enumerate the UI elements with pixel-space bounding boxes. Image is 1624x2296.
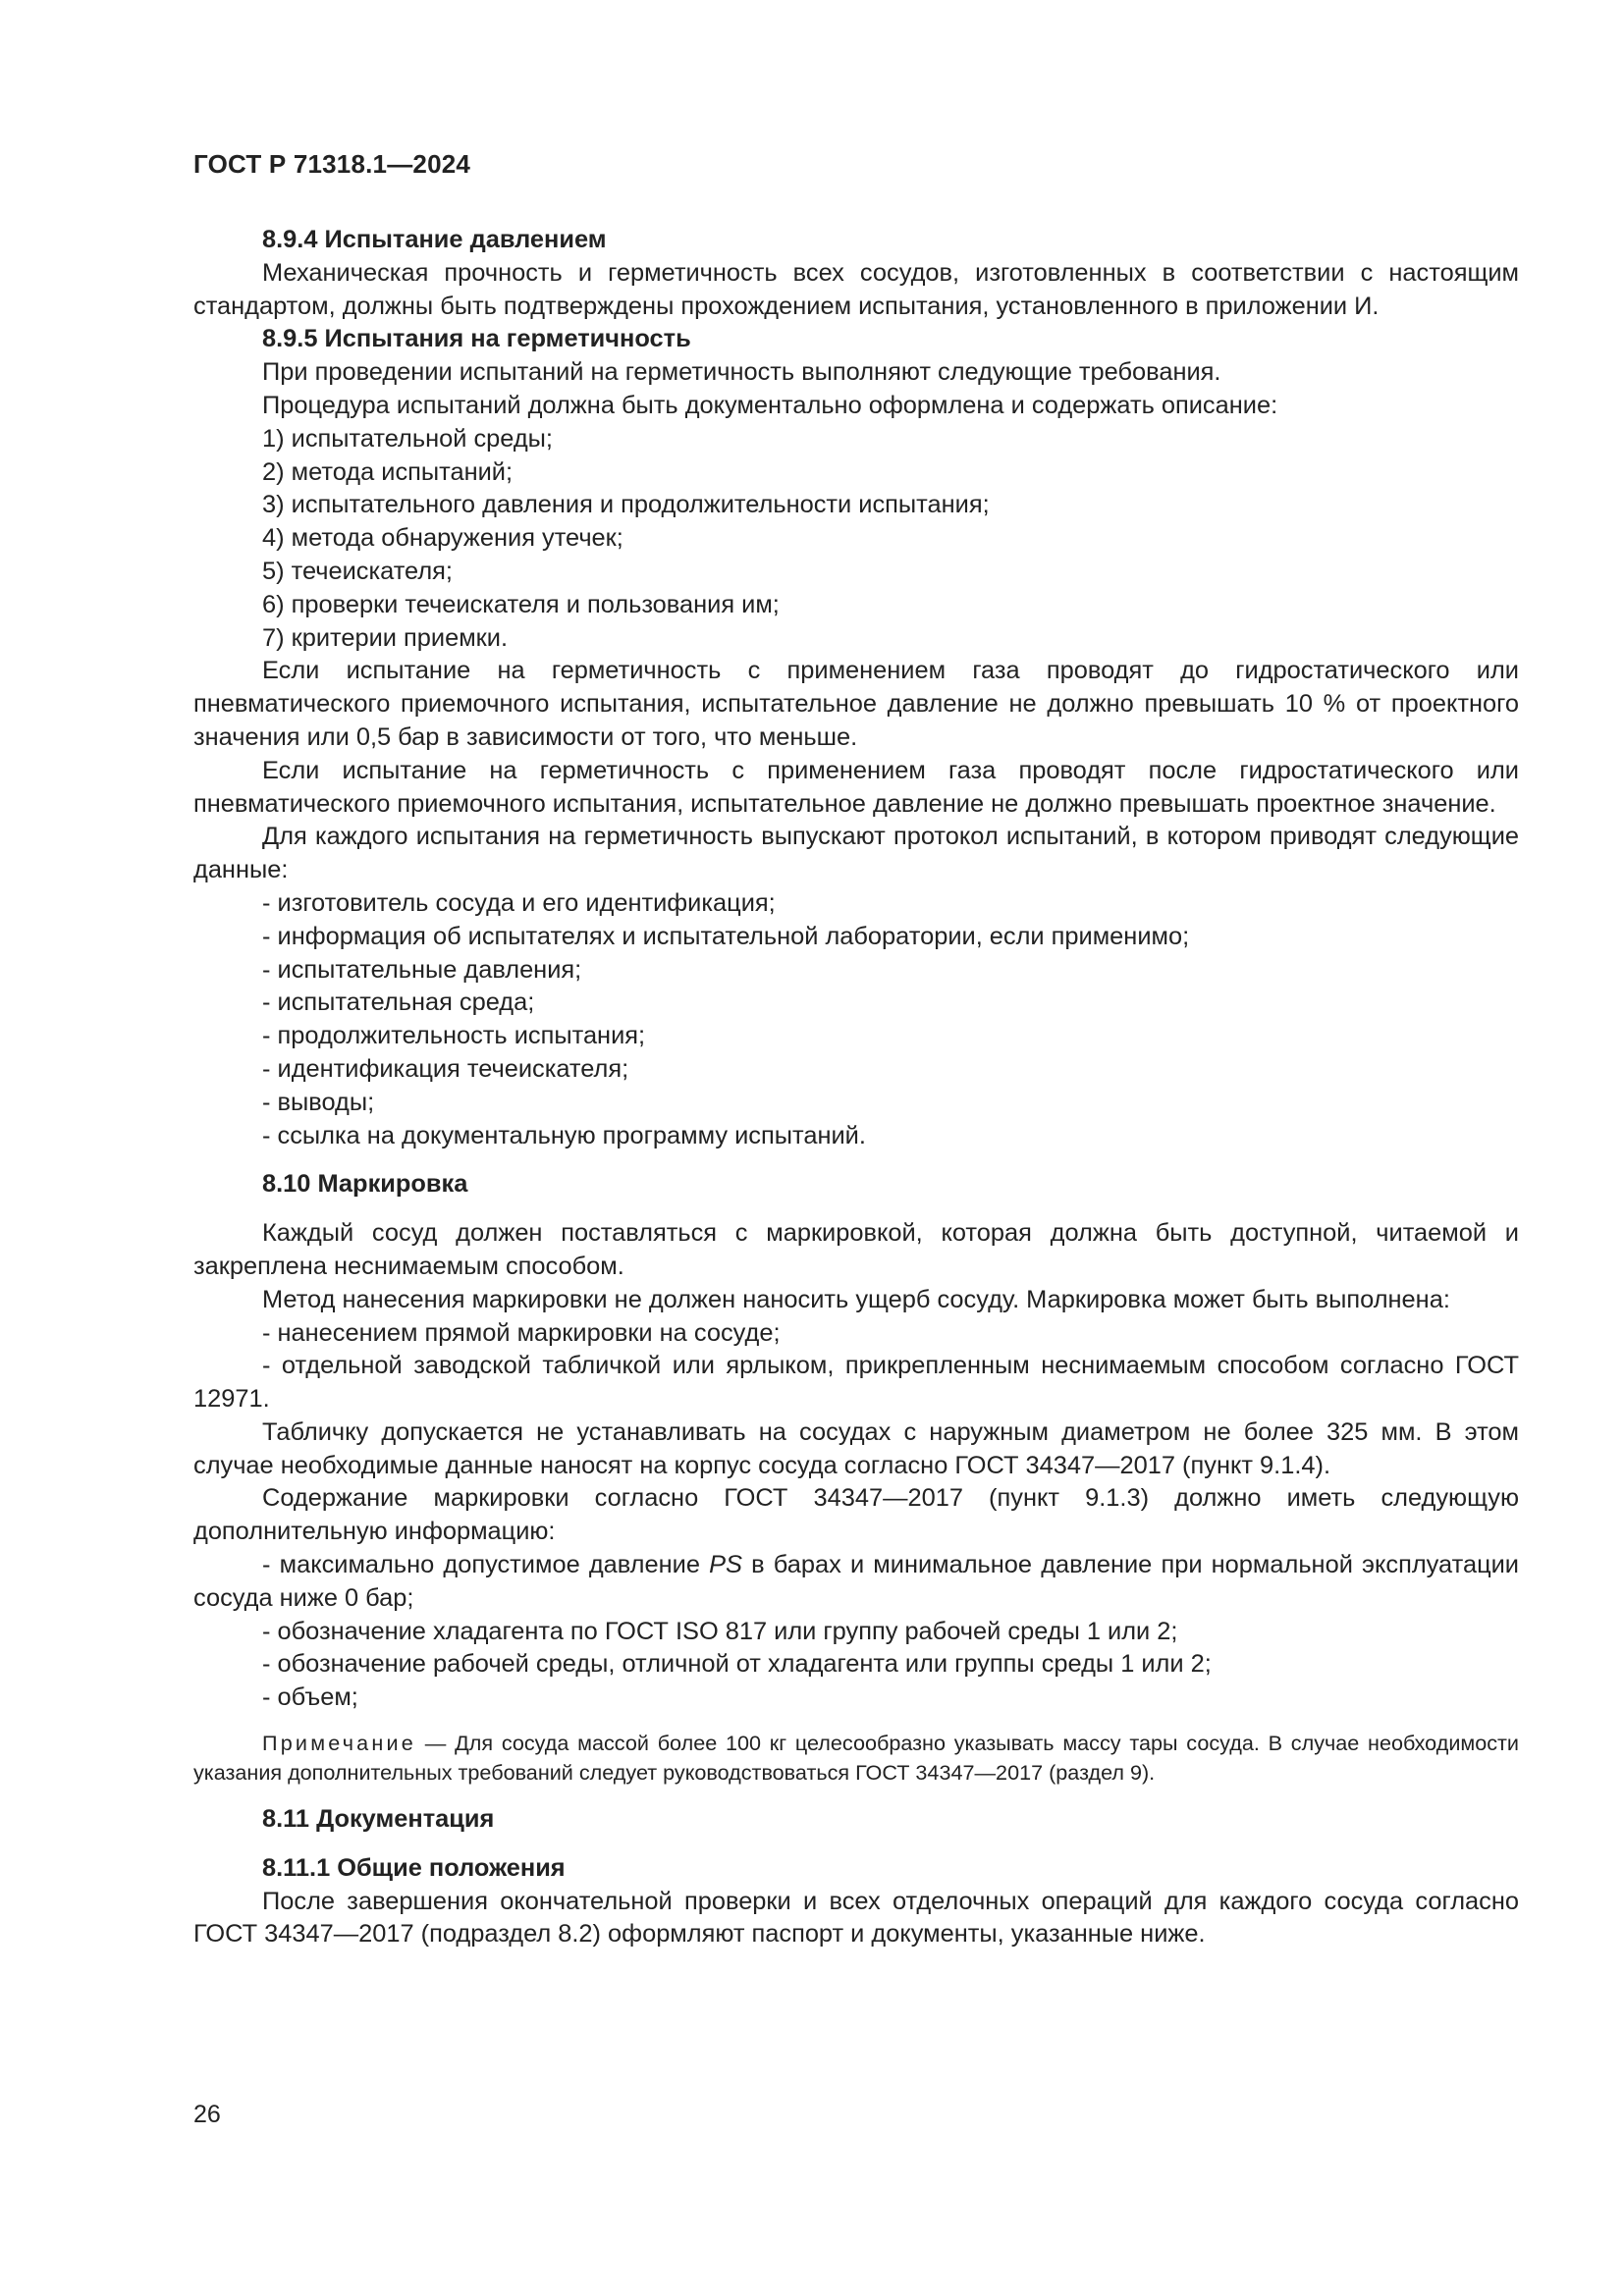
list-item: - изготовитель сосуда и его идентификация;: [262, 888, 776, 917]
paragraph: Механическая прочность и герметичность всех сосудов, изготовленных в соответствии с настоящим стандартом, должны быть подтверждены прохождением испытания, установленного в приложении И.: [193, 258, 1519, 320]
list-item: 4) метода обнаружения утечек;: [262, 524, 623, 553]
list-item: - продолжительность испытания;: [262, 1022, 646, 1050]
list-item: - ссылка на документальную программу испытаний.: [262, 1121, 866, 1149]
list-item: - обозначение рабочей среды, отличной от хладагента или группы среды 1 или 2;: [262, 1650, 1212, 1679]
list-item: - информация об испытателях и испытательной лаборатории, если применимо;: [262, 922, 1190, 950]
section-8-9-4-title: 8.9.4 Испытание давлением: [262, 226, 607, 253]
list-item-text: в барах и минимальное давление при нормальной эксплуатации сосуда ниже 0 бар;: [193, 1551, 1519, 1612]
list-item: 7) критерии приемки.: [262, 623, 509, 652]
list-item: - испытательные давления;: [262, 955, 582, 984]
section-8-10-title: 8.10 Маркировка: [262, 1170, 468, 1199]
list-item: - испытательная среда;: [262, 988, 535, 1017]
list-item: - обозначение хладагента по ГОСТ ISO 817 или группу рабочей среды 1 или 2;: [262, 1617, 1178, 1645]
note-label: Примечание: [262, 1731, 416, 1756]
list-item: - идентификация течеискателя;: [262, 1054, 629, 1083]
list-item: - нанесением прямой маркировки на сосуде;: [262, 1318, 781, 1347]
paragraph: При проведении испытаний на герметичность выполняют следующие требования.: [262, 358, 1221, 387]
list-item: 1) испытательной среды;: [262, 424, 553, 453]
list-item: - объем;: [262, 1683, 358, 1712]
ps-symbol: PS: [709, 1551, 742, 1579]
section-8-11-title: 8.11 Документация: [262, 1805, 495, 1834]
paragraph: Процедура испытаний должна быть документально оформлена и содержать описание:: [262, 391, 1278, 419]
paragraph: Табличку допускается не устанавливать на сосудах с наружным диаметром не более 325 мм. В этом случае необходимые данные наносят на корпус сосуда согласно ГОСТ 34347—2017 (пункт 9.1.4).: [193, 1417, 1519, 1479]
page-number: 26: [193, 2101, 221, 2128]
paragraph: Содержание маркировки согласно ГОСТ 34347—2017 (пункт 9.1.3) должно иметь следующую дополнительную информацию:: [193, 1484, 1519, 1546]
list-item: [193, 1549, 1519, 1616]
section-8-11-1-title: 8.11.1 Общие положения: [262, 1853, 566, 1882]
paragraph: После завершения окончательной проверки и всех отделочных операций для каждого сосуда согласно ГОСТ 34347—2017 (подраздел 8.2) оформляют паспорт и документы, указанные ниже.: [193, 1887, 1519, 1949]
list-item: - отдельной заводской табличкой или ярлыком, прикрепленным неснимаемым способом согласно ГОСТ 12971.: [193, 1352, 1519, 1414]
list-item: 6) проверки течеискателя и пользования им;: [262, 590, 780, 618]
list-item: - выводы;: [262, 1088, 375, 1116]
note: [193, 1729, 1519, 1788]
paragraph: Если испытание на герметичность с применением газа проводят до гидростатического или пневматического приемочного испытания, испытательное давление не должно превышать 10 % от проектного значения или 0,5 бар в зависимости от того, что меньше.: [193, 657, 1519, 751]
list-item-text: - максимально допустимое давление: [262, 1551, 710, 1579]
paragraph: Метод нанесения маркировки не должен наносить ущерб сосуду. Маркировка может быть выполнена:: [262, 1285, 1450, 1313]
document-code-header: ГОСТ Р 71318.1—2024: [193, 149, 471, 179]
list-item: 2) метода испытаний;: [262, 457, 514, 486]
paragraph: Каждый сосуд должен поставляться с маркировкой, которая должна быть доступной, читаемой и закреплена неснимаемым способом.: [193, 1219, 1519, 1280]
list-item: 5) течеискателя;: [262, 557, 453, 585]
paragraph: Для каждого испытания на герметичность выпускают протокол испытаний, в котором приводят следующие данные:: [193, 823, 1519, 884]
paragraph: Если испытание на герметичность с применением газа проводят после гидростатического или пневматического приемочного испытания, испытательное давление не должно превышать проектное значение.: [193, 756, 1519, 818]
note-text: — Для сосуда массой более 100 кг целесообразно указывать массу тары сосуда. В случае необходимости указания дополнительных требований следует руководствоваться ГОСТ 34347—2017 (раздел 9).: [193, 1731, 1519, 1786]
list-item: 3) испытательного давления и продолжительности испытания;: [262, 491, 990, 519]
document-body: [193, 224, 1519, 1951]
section-8-9-5-title: 8.9.5 Испытания на герметичность: [262, 325, 691, 353]
